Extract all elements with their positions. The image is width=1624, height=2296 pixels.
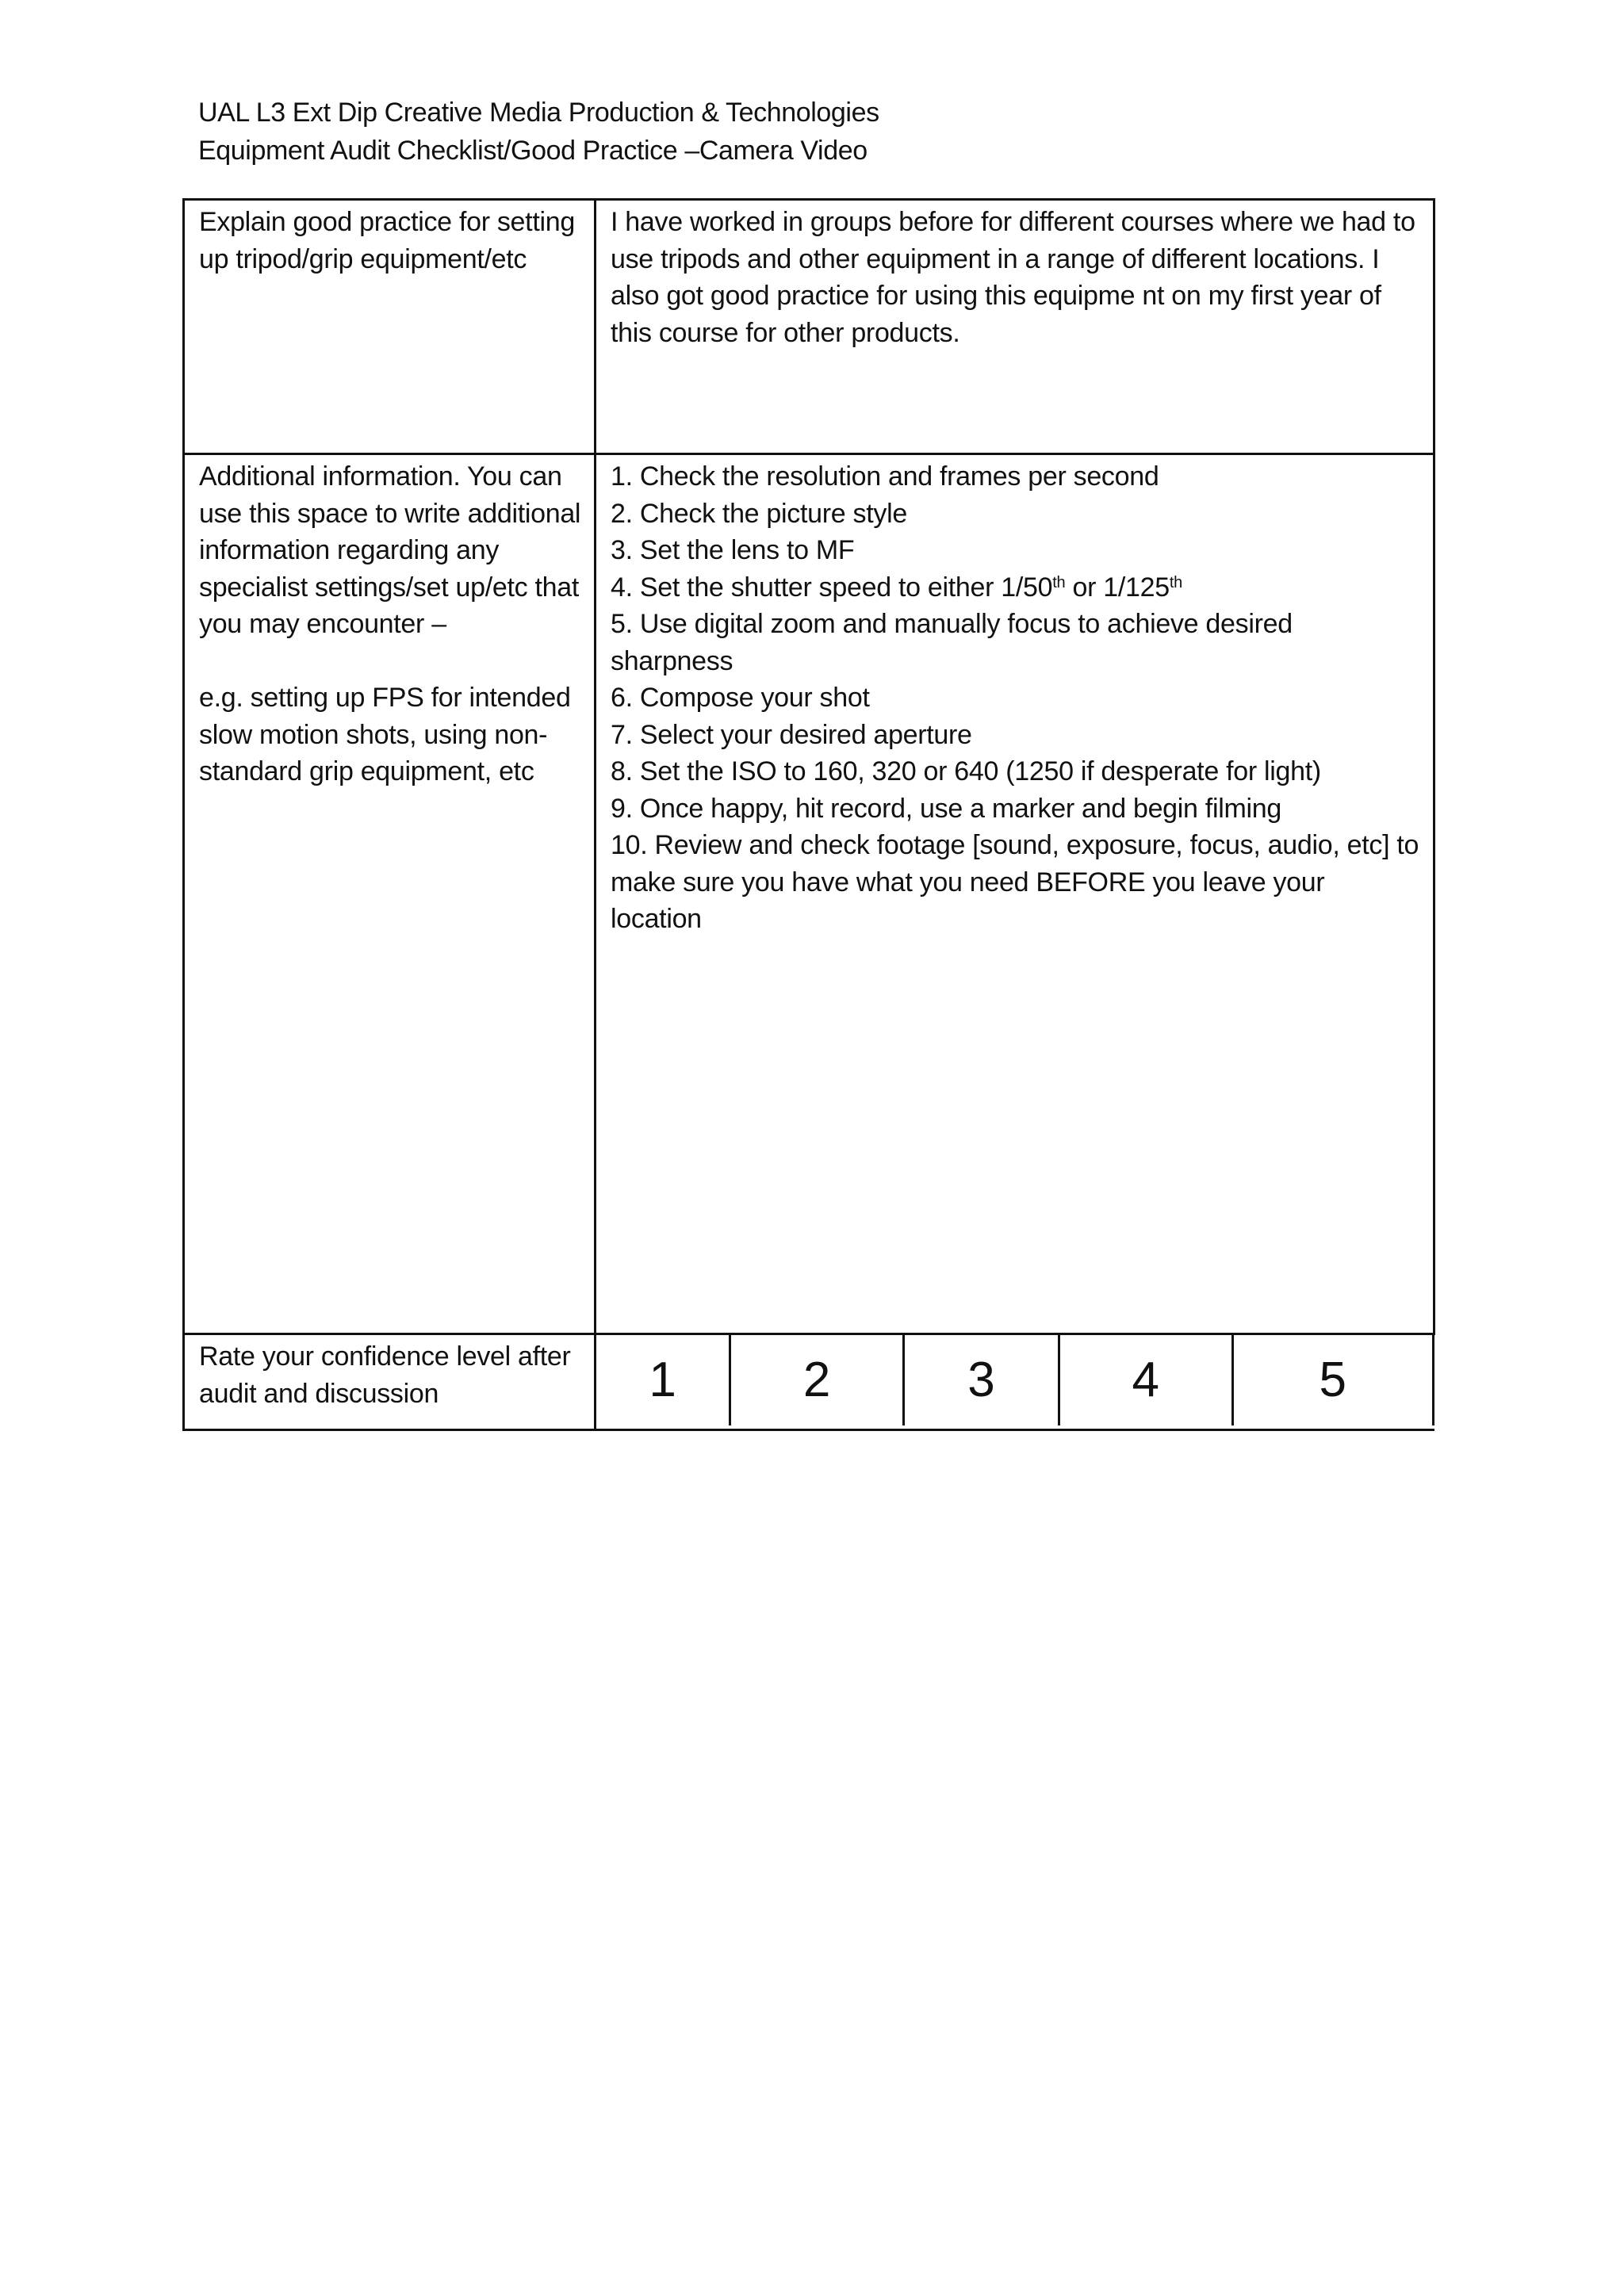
step-4-text-b: or 1/125 — [1065, 572, 1170, 603]
rating-option-4[interactable]: 4 — [1060, 1335, 1234, 1425]
steps-list — [611, 458, 1420, 938]
table-row-good-practice — [184, 200, 1434, 454]
additional-info-label: Additional information. You can use this space to write additional information regarding any specialist settings/set up/etc that you may encounter – — [199, 461, 581, 639]
rating-options — [596, 1335, 1434, 1425]
list-item: 7. Select your desired aperture — [611, 719, 972, 750]
ordinal-suffix: th — [1052, 573, 1066, 591]
good-practice-answer[interactable] — [596, 200, 1434, 454]
spacer — [199, 643, 581, 680]
rating-option-2[interactable]: 2 — [731, 1335, 905, 1425]
table-row-additional-info — [184, 454, 1434, 1334]
audit-table — [182, 198, 1435, 1431]
list-item: 6. Compose your shot — [611, 683, 870, 713]
table-row-confidence-rating — [184, 1334, 1434, 1430]
good-practice-label: Explain good practice for setting up tripod/grip equipment/etc — [184, 200, 596, 454]
step-4-text-a: 4. Set the shutter speed to either 1/50 — [611, 572, 1053, 603]
list-item: 5. Use digital zoom and manually focus to achieve desired sharpness — [611, 609, 1293, 676]
rating-option-5[interactable]: 5 — [1234, 1335, 1434, 1425]
good-practice-answer-text: I have worked in groups before for different courses where we had to use tripods and other equipment in a range of different locations. I also got good practice for using this equipme nt on my first year of this course for other products. — [611, 207, 1415, 348]
list-item: 3. Set the lens to MF — [611, 535, 855, 565]
checklist-title: Equipment Audit Checklist/Good Practice –Camera Video — [198, 136, 868, 166]
rating-option-3[interactable]: 3 — [905, 1335, 1060, 1425]
confidence-rating-label: Rate your confidence level after audit and discussion — [184, 1334, 596, 1430]
list-item: 1. Check the resolution and frames per second — [611, 461, 1159, 492]
additional-info-example: e.g. setting up FPS for intended slow motion shots, using non-standard grip equipment, etc — [199, 683, 571, 786]
list-item: 8. Set the ISO to 160, 320 or 640 (1250 if desperate for light) — [611, 756, 1321, 786]
rating-option-1[interactable]: 1 — [596, 1335, 731, 1425]
list-item: 9. Once happy, hit record, use a marker and begin filming — [611, 793, 1281, 824]
list-item: 10. Review and check footage [sound, exposure, focus, audio, etc] to make sure you have what you need BEFORE you leave your location — [611, 830, 1419, 934]
course-title: UAL L3 Ext Dip Creative Media Production & Technologies — [198, 98, 879, 128]
additional-info-label-cell — [184, 454, 596, 1334]
document-header — [198, 94, 879, 170]
additional-info-answer[interactable] — [596, 454, 1434, 1334]
list-item: 2. Check the picture style — [611, 498, 907, 529]
ordinal-suffix: th — [1169, 573, 1182, 591]
confidence-rating-scale — [596, 1334, 1434, 1430]
list-item — [611, 569, 1420, 607]
